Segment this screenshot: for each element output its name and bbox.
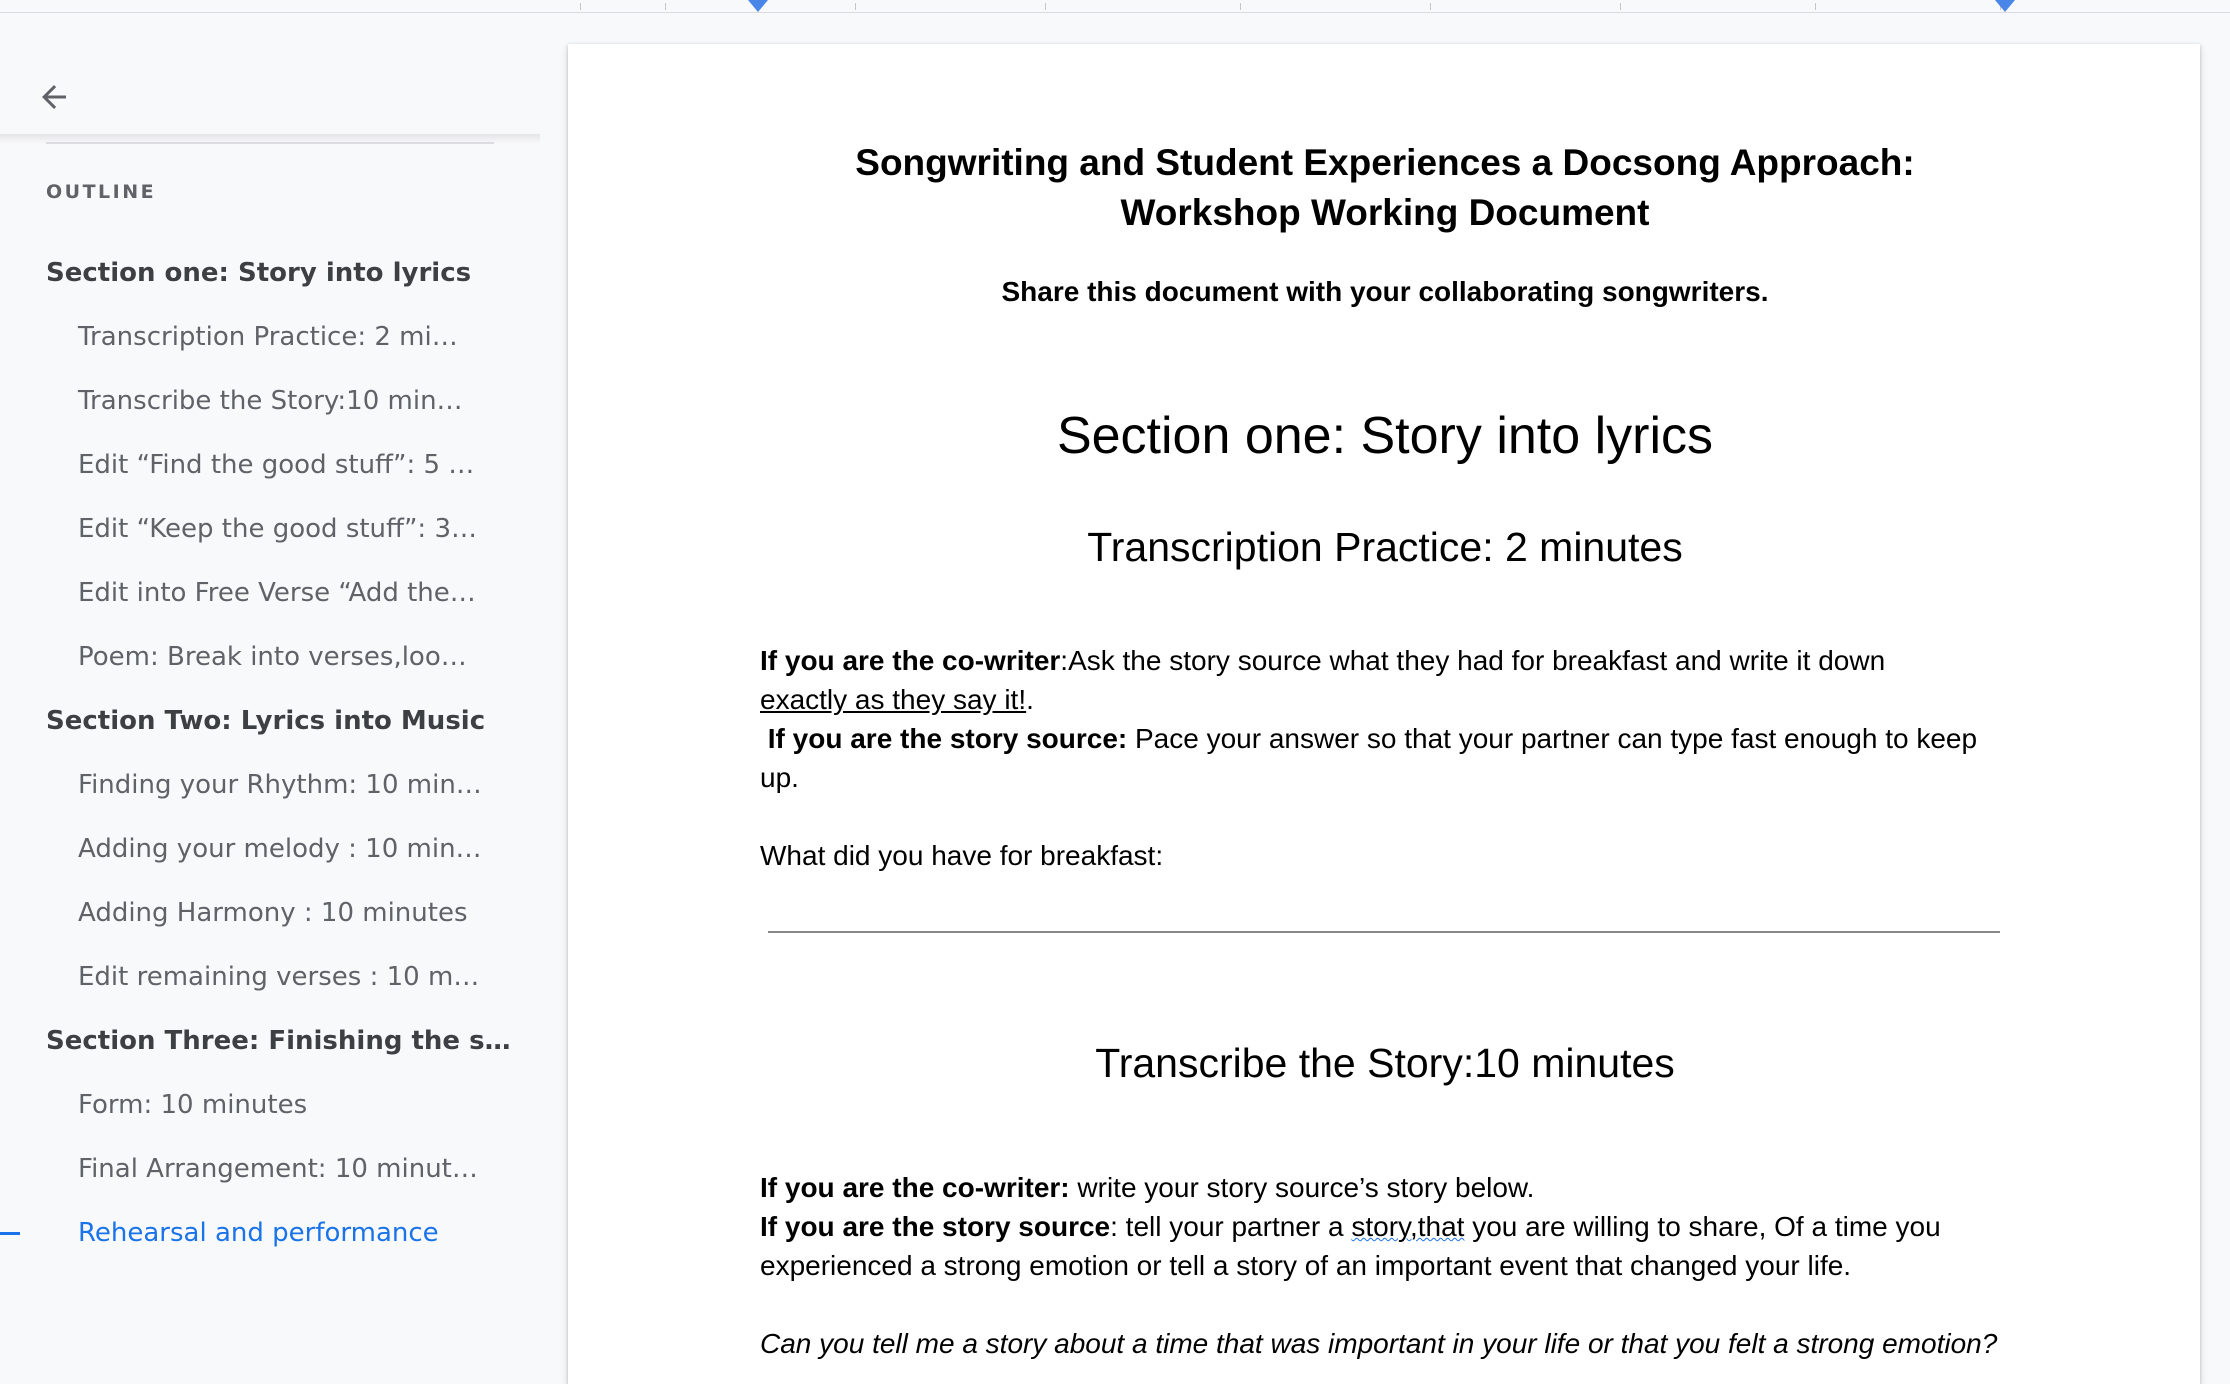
outline-item-label: Poem: Break into verses,loo… — [78, 642, 467, 672]
outline-subsection-item[interactable] — [0, 945, 480, 1009]
outline-list — [0, 241, 540, 1265]
outline-subsection-item[interactable] — [0, 497, 477, 561]
outline-item-label: Rehearsal and performance — [78, 1218, 439, 1248]
heading-transcribe-story: Transcribe the Story:10 minutes — [1095, 1040, 1675, 1086]
document-subtitle: Share this document with your collaborating songwriters. — [1001, 276, 1769, 307]
outline-item-label: Final Arrangement: 10 minut… — [78, 1154, 478, 1184]
outline-subsection-item[interactable] — [0, 1201, 460, 1265]
outline-subsection-item[interactable] — [0, 369, 463, 433]
active-item-indicator — [0, 1232, 20, 1235]
outline-subsection-item[interactable] — [0, 817, 482, 881]
paragraph-story-instructions: If you are the co-writer: write your story source’s story below. If you are the story source: tell your partner a story,that you are willing to share, Of a time you experienced a strong emotion or tell a story of an important event that changed your life. — [760, 1172, 1941, 1281]
paragraph-co-writer-instructions: If you are the co-writer:Ask the story source what they had for breakfast and write it down exactly as they say it!. If you are the story source: Pace your answer so that your partner can type fast enough to keep up. — [760, 645, 1978, 793]
outline-heading: OUTLINE — [46, 181, 157, 203]
outline-subsection-item[interactable] — [0, 433, 475, 497]
outline-item-label: Section Two: Lyrics into Music — [46, 706, 486, 736]
outline-subsection-item[interactable] — [0, 625, 467, 689]
outline-section-item[interactable] — [0, 241, 472, 305]
outline-subsection-item[interactable] — [0, 753, 482, 817]
outline-item-label: Adding Harmony : 10 minutes — [78, 898, 468, 928]
outline-subsection-item[interactable] — [0, 1137, 478, 1201]
outline-subsection-item[interactable] — [0, 1073, 460, 1137]
document-outline-panel — [0, 13, 540, 1354]
outline-subsection-item[interactable] — [0, 305, 460, 369]
paragraph-story-prompt: Can you tell me a story about a time that was important in your life or that you felt a strong emotion? — [760, 1328, 1998, 1359]
paragraph-breakfast-question: What did you have for breakfast: — [760, 840, 1164, 871]
close-outline-button[interactable] — [30, 73, 78, 121]
outline-item-label: Section Three: Finishing the s… — [46, 1026, 511, 1056]
horizontal-rule — [768, 931, 2000, 933]
outline-section-item[interactable] — [0, 1009, 511, 1073]
outline-item-label: Edit “Keep the good stuff”: 3… — [78, 514, 477, 544]
outline-item-label: Finding your Rhythm: 10 min… — [78, 770, 482, 800]
outline-subsection-item[interactable] — [0, 881, 468, 945]
outline-item-label: Section one: Story into lyrics — [46, 258, 472, 288]
outline-item-label: Edit “Find the good stuff”: 5 … — [78, 450, 475, 480]
outline-item-label: Edit remaining verses : 10 m… — [78, 962, 480, 992]
document-page[interactable] — [568, 44, 2200, 1384]
outline-item-label: Transcribe the Story:10 min… — [78, 386, 463, 416]
left-indent-marker[interactable] — [748, 0, 768, 12]
right-indent-marker[interactable] — [1995, 0, 2015, 12]
outline-subsection-item[interactable] — [0, 561, 476, 625]
document-title: Songwriting and Student Experiences a Docsong Approach: Workshop Working Document — [855, 142, 1915, 233]
outline-section-item[interactable] — [0, 689, 486, 753]
outline-item-label: Transcription Practice: 2 mi… — [78, 322, 458, 352]
horizontal-ruler[interactable] — [0, 0, 2230, 13]
spelling-suggestion[interactable]: story,that — [1351, 1211, 1465, 1242]
sidebar-divider — [46, 142, 494, 144]
outline-item-label: Edit into Free Verse “Add the… — [78, 578, 476, 608]
outline-item-label: Adding your melody : 10 min… — [78, 834, 482, 864]
heading-section-one: Section one: Story into lyrics — [1056, 407, 1714, 465]
heading-transcription-practice: Transcription Practice: 2 minutes — [1087, 524, 1683, 570]
outline-item-label: Form: 10 minutes — [78, 1090, 308, 1120]
arrow-left-icon — [36, 79, 72, 115]
